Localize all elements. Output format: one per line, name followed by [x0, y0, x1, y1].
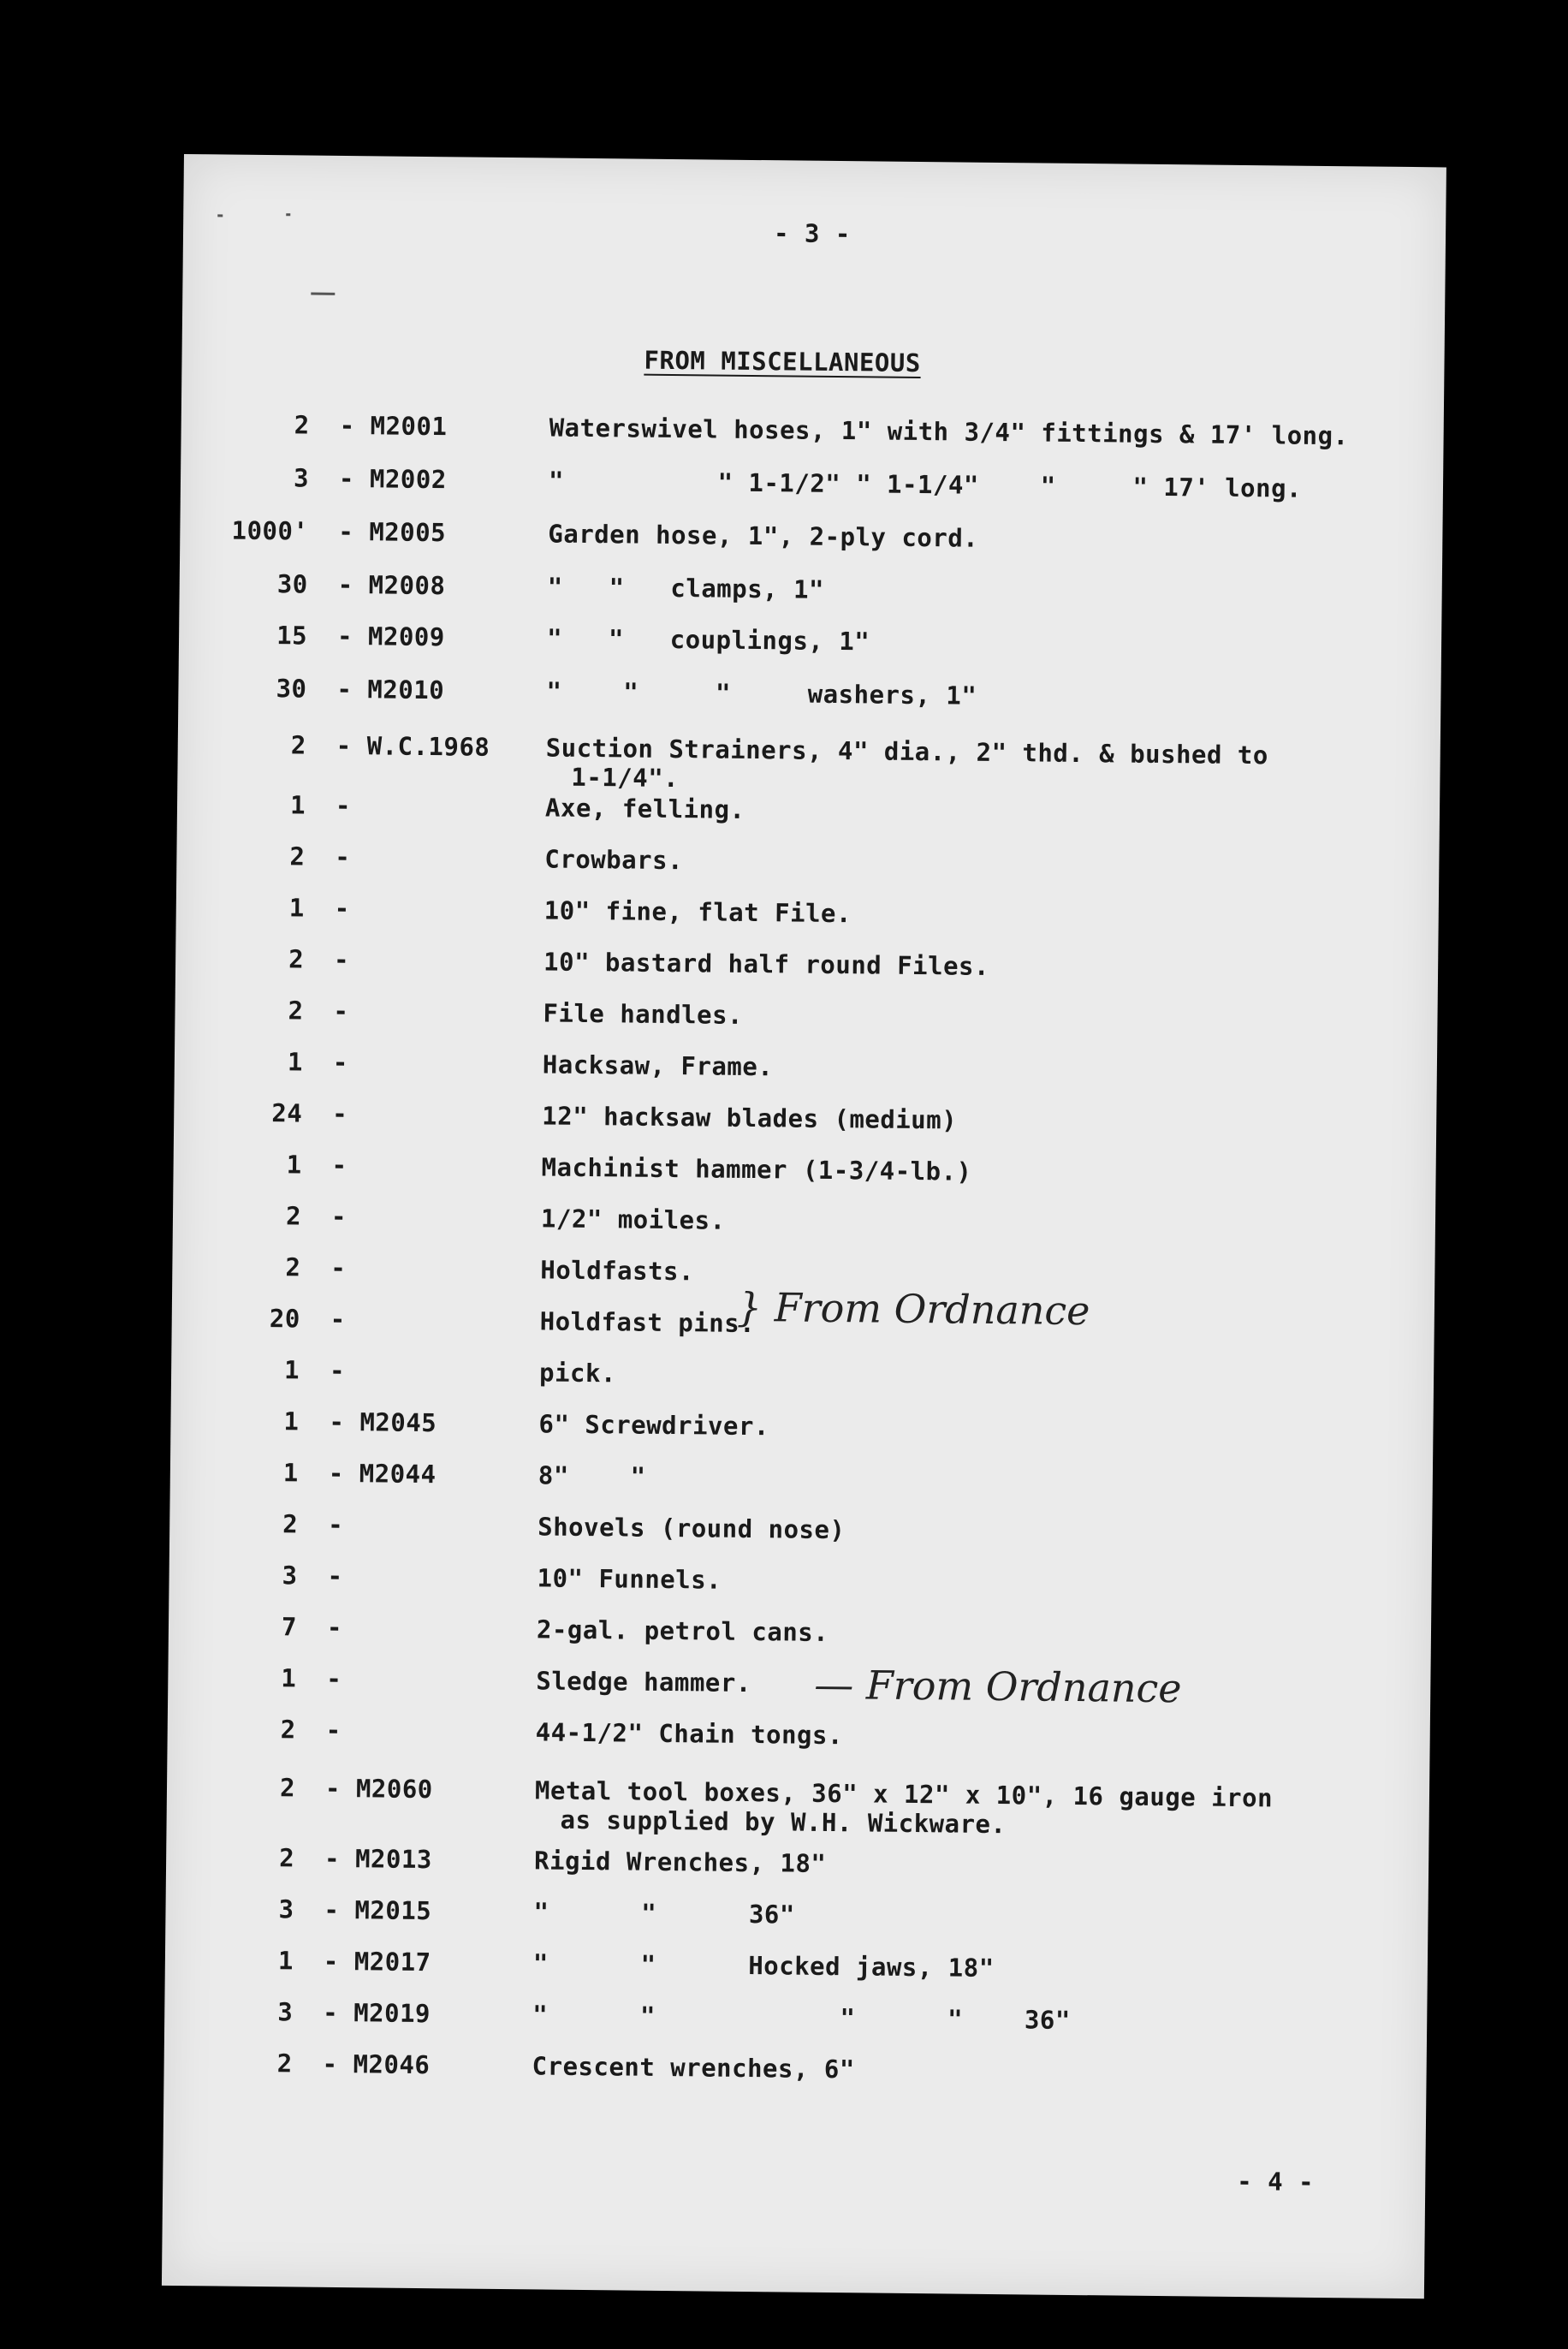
- item-description: 2-gal. petrol cans.: [536, 1615, 829, 1647]
- item-code: -: [330, 1201, 347, 1232]
- item-code: - M2009: [336, 621, 446, 652]
- item-code: -: [333, 944, 350, 975]
- item-code: - M2019: [323, 1997, 431, 2029]
- item-code: -: [325, 1715, 342, 1745]
- item-code: -: [335, 841, 351, 872]
- item-quantity: 2: [290, 730, 306, 760]
- item-quantity: 1: [289, 790, 306, 820]
- item-description: Holdfast pins.: [539, 1306, 756, 1339]
- item-description: Machinist hammer (1-3/4-lb.): [541, 1152, 972, 1186]
- item-code: - M2001: [339, 410, 448, 442]
- item-description: 12" hacksaw blades (medium): [542, 1101, 958, 1135]
- item-code: - M2005: [338, 516, 447, 548]
- paper-speck: [286, 213, 290, 216]
- item-description: File handles.: [543, 998, 744, 1030]
- item-description: " " " washers, 1": [546, 676, 977, 711]
- section-heading: FROM MISCELLANEOUS: [644, 345, 921, 378]
- item-quantity: 3: [278, 1894, 294, 1924]
- handwritten-note: — From Ordnance: [814, 1661, 1182, 1712]
- item-description: " " clamps, 1": [547, 572, 825, 604]
- item-description: 44-1/2" Chain tongs.: [535, 1717, 844, 1751]
- item-description: Suction Strainers, 4" dia., 2" thd. & bushed to: [545, 733, 1269, 770]
- item-code: -: [331, 1150, 347, 1180]
- item-quantity: 2: [282, 1509, 299, 1539]
- item-code: - M2017: [323, 1946, 431, 1977]
- item-description: Waterswivel hoses, 1" with 3/4" fittings & 17' long.: [549, 413, 1349, 451]
- item-quantity: 1: [283, 1355, 300, 1385]
- item-description: " " 1-1/2" " 1-1/4" " " 17' long.: [548, 466, 1303, 503]
- item-quantity: 3: [277, 1997, 294, 2027]
- item-code: -: [332, 1047, 349, 1078]
- item-code: -: [330, 1252, 347, 1283]
- item-quantity: 1: [287, 1047, 304, 1077]
- item-code: - M2015: [324, 1894, 432, 1926]
- handwritten-note: } From Ordnance: [736, 1283, 1090, 1335]
- item-quantity: 2: [279, 1773, 296, 1803]
- item-quantity: 1: [286, 1150, 302, 1180]
- item-quantity: 15: [276, 621, 308, 651]
- item-code: -: [333, 996, 349, 1026]
- item-quantity: 2: [285, 1252, 301, 1282]
- item-quantity: 30: [276, 674, 307, 704]
- item-quantity: 1: [281, 1663, 297, 1693]
- item-description: Hacksaw, Frame.: [542, 1050, 774, 1082]
- item-description: 10" fine, flat File.: [543, 895, 852, 929]
- item-description: 10" bastard half round Files.: [543, 947, 990, 981]
- item-code: -: [332, 1098, 348, 1129]
- item-quantity: 2: [276, 2049, 293, 2078]
- item-description: Garden hose, 1", 2-ply cord.: [548, 519, 979, 553]
- item-code: - W.C.1968: [336, 730, 490, 762]
- item-quantity: 1000': [231, 515, 309, 546]
- item-description: " " Hocked jaws, 18": [532, 1948, 995, 1983]
- item-code: - M2045: [329, 1406, 437, 1438]
- item-code: -: [329, 1355, 346, 1386]
- item-description: " " 36": [533, 1897, 795, 1930]
- item-description: Crescent wrenches, 6": [532, 2051, 855, 2084]
- item-quantity: 2: [294, 410, 310, 440]
- item-code: - M2013: [324, 1843, 433, 1875]
- item-code: -: [334, 893, 350, 924]
- item-description: " " couplings, 1": [546, 623, 870, 657]
- item-code: - M2008: [337, 569, 446, 601]
- item-quantity: 2: [279, 1843, 295, 1873]
- item-quantity: 2: [288, 996, 304, 1026]
- item-description: Rigid Wrenches, 18": [533, 1846, 827, 1878]
- item-code: - M2046: [322, 2049, 431, 2080]
- item-quantity: 2: [280, 1715, 296, 1745]
- item-description-continued: 1-1/4".: [571, 762, 680, 794]
- item-description: 1/2" moiles.: [540, 1204, 726, 1235]
- item-quantity: 24: [271, 1098, 303, 1128]
- item-quantity: 3: [293, 463, 310, 493]
- item-code: -: [328, 1509, 344, 1540]
- item-quantity: 3: [282, 1561, 298, 1591]
- item-description: " " " " 36": [532, 2000, 1072, 2035]
- paper-speck: [217, 214, 223, 217]
- item-code: -: [326, 1663, 342, 1694]
- item-code: -: [326, 1612, 343, 1643]
- item-quantity: 2: [285, 1201, 302, 1231]
- item-quantity: 20: [269, 1304, 300, 1334]
- item-description: 10" Funnels.: [537, 1563, 722, 1595]
- item-quantity: 1: [282, 1458, 300, 1488]
- item-description: Metal tool boxes, 36" x 12" x 10", 16 gauge iron: [534, 1775, 1274, 1813]
- item-description: Holdfasts.: [540, 1255, 695, 1287]
- item-description: Shovels (round nose): [538, 1512, 846, 1545]
- item-code: -: [335, 790, 352, 821]
- item-quantity: 30: [276, 569, 308, 599]
- item-quantity: 1: [277, 1946, 294, 1976]
- item-description-continued: as supplied by W.H. Wickware.: [560, 1805, 1007, 1840]
- item-description: 8" ": [538, 1460, 646, 1491]
- item-code: - M2044: [328, 1458, 437, 1490]
- item-quantity: 2: [289, 841, 306, 871]
- item-quantity: 7: [281, 1612, 298, 1642]
- item-code: - M2002: [338, 463, 447, 495]
- item-description: pick.: [538, 1358, 617, 1389]
- item-code: - M2010: [336, 674, 445, 705]
- document-page: [162, 154, 1446, 2298]
- item-description: Crowbars.: [544, 844, 684, 876]
- item-code: -: [330, 1304, 346, 1335]
- item-quantity: 2: [288, 944, 305, 974]
- item-description: Axe, felling.: [544, 793, 745, 824]
- item-code: - M2060: [324, 1773, 433, 1805]
- item-code: -: [327, 1561, 343, 1591]
- item-description: Sledge hammer.: [536, 1666, 751, 1698]
- item-description: 6" Screwdriver.: [538, 1409, 770, 1442]
- item-quantity: 1: [283, 1406, 300, 1436]
- paper-speck: [311, 293, 335, 295]
- item-quantity: 1: [288, 893, 305, 923]
- page-number: - 3 -: [773, 218, 852, 249]
- next-page-marker: - 4 -: [1237, 2167, 1315, 2197]
